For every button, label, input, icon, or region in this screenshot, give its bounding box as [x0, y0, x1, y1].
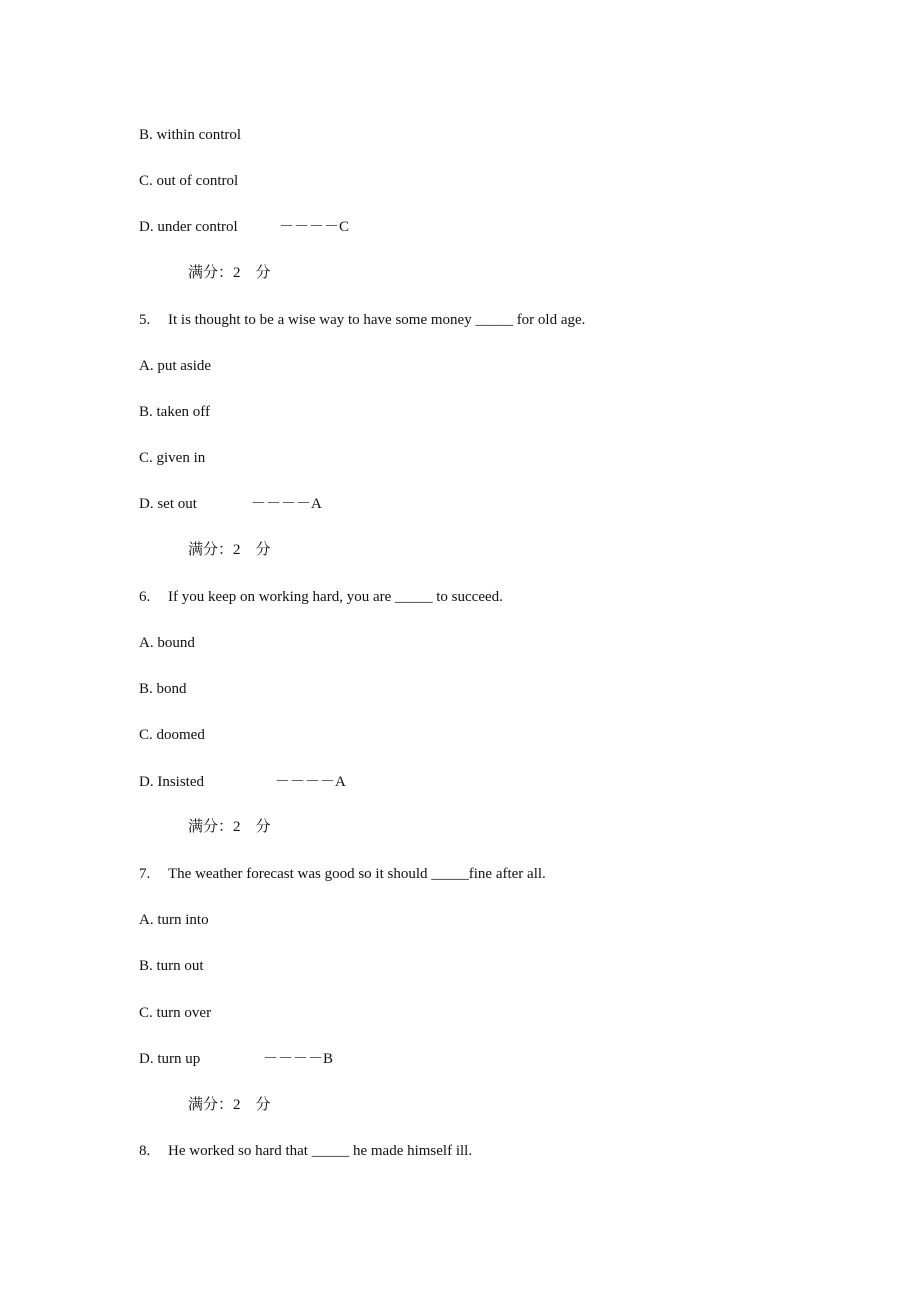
answer-key: －－－－C	[279, 219, 350, 235]
question-number: 7.	[139, 866, 151, 882]
option-text: D. turn up	[139, 1051, 201, 1067]
option-text: B. turn out	[139, 958, 204, 974]
option-line	[139, 910, 209, 930]
option-line	[139, 171, 238, 191]
question-text: It is thought to be a wise way to have some money _____ for old age.	[168, 312, 586, 328]
option-text: C. turn over	[139, 1005, 212, 1021]
option-text: B. within control	[139, 127, 242, 143]
answer-key: －－－－A	[275, 774, 346, 790]
question-number: 5.	[139, 312, 151, 328]
question-number: 6.	[139, 589, 151, 605]
option-line	[139, 448, 205, 468]
question-line	[139, 587, 503, 607]
question-number: 8.	[139, 1143, 151, 1159]
option-text: C. out of control	[139, 173, 239, 189]
question-line	[139, 864, 546, 884]
score-line: 满分：2 分	[188, 542, 271, 558]
question-text: He worked so hard that _____ he made himself ill.	[168, 1143, 473, 1159]
option-line	[139, 956, 204, 976]
option-line	[139, 356, 211, 376]
answer-key: －－－－A	[251, 496, 322, 512]
option-line	[139, 772, 346, 792]
score-line: 满分：2 分	[188, 1097, 271, 1113]
option-line	[139, 633, 195, 653]
option-line	[139, 679, 187, 699]
answer-key: －－－－B	[263, 1051, 334, 1067]
question-line	[139, 310, 585, 330]
score-line: 满分：2 分	[188, 265, 271, 281]
option-text: C. doomed	[139, 727, 205, 743]
option-line	[139, 1003, 211, 1023]
option-text: D. set out	[139, 496, 197, 512]
option-text: B. taken off	[139, 404, 210, 420]
question-line	[139, 1141, 472, 1161]
option-line	[139, 1049, 334, 1069]
question-text: If you keep on working hard, you are _____ to succeed.	[168, 589, 503, 605]
option-line	[139, 402, 210, 422]
option-text: A. turn into	[139, 912, 209, 928]
score-line: 满分：2 分	[188, 819, 271, 835]
option-text: A. put aside	[139, 358, 212, 374]
option-line	[139, 725, 205, 745]
option-text: C. given in	[139, 450, 206, 466]
option-text: B. bond	[139, 681, 187, 697]
question-text: The weather forecast was good so it should _____fine after all.	[168, 866, 546, 882]
option-line	[139, 217, 350, 237]
option-text: D. under control	[139, 219, 238, 235]
option-line	[139, 125, 241, 145]
option-text: A. bound	[139, 635, 195, 651]
option-text: D. Insisted	[139, 774, 204, 790]
option-line	[139, 494, 322, 514]
